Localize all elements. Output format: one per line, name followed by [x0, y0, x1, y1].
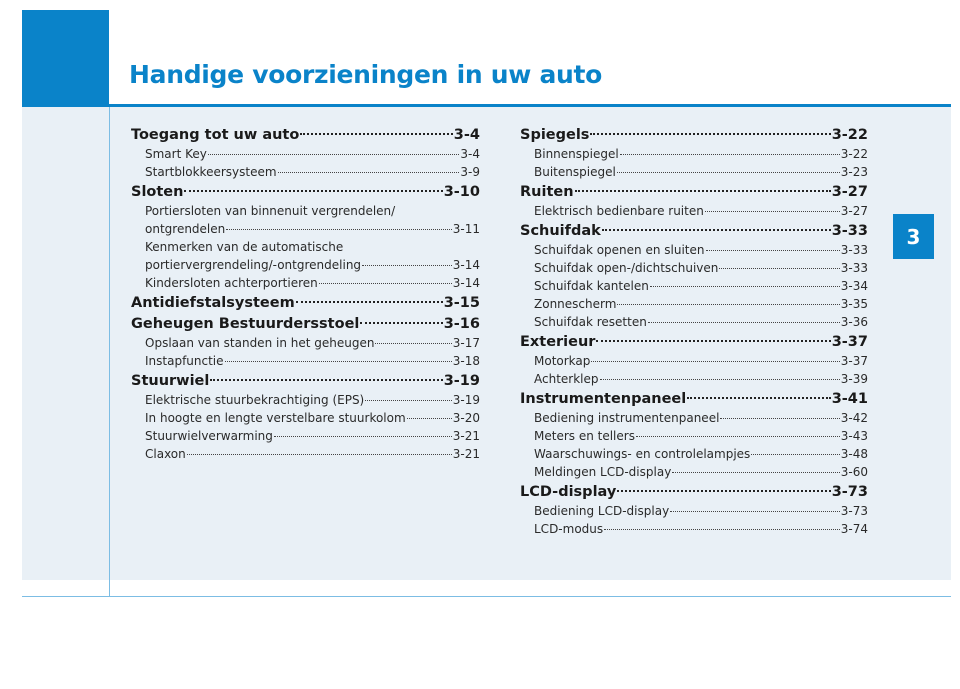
toc-leader [636, 436, 840, 437]
toc-label: Instrumentenpaneel [520, 391, 687, 407]
toc-item[interactable] [131, 163, 480, 181]
bottom-rule [22, 596, 951, 597]
toc-label: Bediening instrumentenpaneel [534, 411, 720, 425]
toc-page: 3-20 [452, 411, 480, 425]
toc-item[interactable] [131, 334, 480, 352]
toc-page: 3-43 [840, 429, 868, 443]
toc-page: 3-27 [840, 204, 868, 218]
toc-label: Opslaan van standen in het geheugen [145, 336, 375, 350]
toc-leader [672, 472, 839, 473]
toc-page: 3-21 [452, 429, 480, 443]
toc-label: Zonnescherm [534, 297, 617, 311]
toc-leader [650, 286, 840, 287]
toc-section[interactable] [131, 371, 480, 391]
toc-label: Exterieur [520, 334, 596, 350]
toc-page: 3-14 [452, 258, 480, 272]
toc-leader [706, 250, 840, 251]
toc-leader [225, 361, 452, 362]
toc-leader [360, 322, 442, 324]
toc-item[interactable] [520, 427, 868, 445]
toc-column-left [131, 124, 480, 463]
toc-label: Toegang tot uw auto [131, 127, 300, 143]
toc-label: Elektrisch bedienbare ruiten [534, 204, 704, 218]
toc-section[interactable] [520, 182, 868, 202]
toc-page: 3-37 [831, 334, 868, 350]
toc-leader [296, 301, 443, 303]
toc-leader [184, 190, 442, 192]
toc-item[interactable] [520, 259, 868, 277]
toc-leader [278, 172, 460, 173]
toc-item-line[interactable]: Kenmerken van de automatische [145, 240, 344, 254]
toc-label: Stuurwiel [131, 373, 210, 389]
toc-leader [407, 418, 452, 419]
toc-item[interactable] [131, 391, 480, 409]
toc-page: 3-18 [452, 354, 480, 368]
toc-label: Meters en tellers [534, 429, 635, 443]
toc-page: 3-27 [831, 184, 868, 200]
toc-item[interactable] [520, 313, 868, 331]
toc-label: Buitenspiegel [534, 165, 616, 179]
toc-page: 3-21 [452, 447, 480, 461]
toc-page: 3-37 [840, 354, 868, 368]
toc-label: Schuifdak kantelen [534, 279, 649, 293]
toc-leader [575, 190, 831, 192]
toc-section[interactable] [520, 221, 868, 241]
toc-page: 3-36 [840, 315, 868, 329]
toc-leader [617, 304, 839, 305]
toc-section[interactable] [520, 482, 868, 502]
toc-label: Bediening LCD-display [534, 504, 670, 518]
toc-page: 3-33 [840, 243, 868, 257]
toc-page: 3-60 [840, 465, 868, 479]
toc-page: 3-41 [831, 391, 868, 407]
toc-label: Schuifdak resetten [534, 315, 647, 329]
toc-item[interactable] [131, 409, 480, 427]
toc-page: 3-19 [452, 393, 480, 407]
toc-label: Smart Key [145, 147, 207, 161]
toc-page: 3-33 [840, 261, 868, 275]
toc-label: Binnenspiegel [534, 147, 619, 161]
toc-section[interactable] [520, 332, 868, 352]
toc-page: 3-14 [452, 276, 480, 290]
toc-page: 3-33 [831, 223, 868, 239]
toc-item-line[interactable]: Portiersloten van binnenuit vergrendelen/ [145, 204, 396, 218]
page-title: Handige voorzieningen in uw auto [129, 60, 603, 89]
toc-label: Schuifdak [520, 223, 601, 239]
toc-page: 3-17 [452, 336, 480, 350]
toc-page: 3-23 [840, 165, 868, 179]
toc-label: Geheugen Bestuurdersstoel [131, 316, 360, 332]
toc-section[interactable] [131, 314, 480, 334]
toc-item[interactable] [131, 145, 480, 163]
toc-label: Meldingen LCD-display [534, 465, 672, 479]
toc-leader [596, 340, 830, 342]
toc-item[interactable] [520, 352, 868, 370]
margin-divider [109, 107, 110, 597]
toc-page: 3-4 [460, 147, 480, 161]
toc-label: Schuifdak open-/dichtschuiven [534, 261, 719, 275]
toc-label: Startblokkeersysteem [145, 165, 277, 179]
toc-leader [300, 133, 452, 135]
toc-page: 3-15 [443, 295, 480, 311]
toc-label: In hoogte en lengte verstelbare stuurkolom [145, 411, 406, 425]
toc-section[interactable] [520, 389, 868, 409]
toc-item[interactable] [520, 409, 868, 427]
toc-label: Ruiten [520, 184, 574, 200]
toc-item[interactable] [520, 445, 868, 463]
toc-item[interactable] [131, 274, 480, 292]
toc-leader [226, 229, 452, 230]
toc-leader [591, 361, 839, 362]
toc-leader [319, 283, 452, 284]
toc-label: Claxon [145, 447, 186, 461]
toc-item[interactable] [520, 370, 868, 388]
toc-leader [687, 397, 830, 399]
toc-leader [208, 154, 460, 155]
toc-page: 3-4 [453, 127, 480, 143]
toc-leader [375, 343, 451, 344]
toc-label: Waarschuwings- en controlelampjes [534, 447, 751, 461]
toc-label: Antidiefstalsysteem [131, 295, 295, 311]
toc-item[interactable] [520, 520, 868, 538]
toc-label: Sloten [131, 184, 184, 200]
toc-item[interactable] [131, 220, 480, 238]
toc-item[interactable] [131, 427, 480, 445]
toc-leader [617, 490, 830, 492]
chapter-tab[interactable]: 3 [893, 214, 934, 259]
toc-section[interactable] [131, 182, 480, 202]
toc-page: 3-35 [840, 297, 868, 311]
toc-leader [670, 511, 840, 512]
toc-label: LCD-display [520, 484, 617, 500]
toc-page: 3-16 [443, 316, 480, 332]
toc-item[interactable] [520, 163, 868, 181]
toc-item[interactable] [131, 256, 480, 274]
toc-page: 3-22 [840, 147, 868, 161]
toc-label: Instapfunctie [145, 354, 224, 368]
toc-item[interactable] [520, 202, 868, 220]
toc-label: Stuurwielverwarming [145, 429, 273, 443]
toc-label: portiervergrendeling/-ontgrendeling [145, 258, 362, 272]
toc-page: 3-19 [443, 373, 480, 389]
toc-leader [590, 133, 830, 135]
toc-label: Schuifdak openen en sluiten [534, 243, 705, 257]
toc-label: Motorkap [534, 354, 591, 368]
toc-label: Spiegels [520, 127, 590, 143]
toc-leader [751, 454, 839, 455]
toc-item[interactable] [520, 295, 868, 313]
toc-page: 3-9 [460, 165, 480, 179]
header-band [109, 10, 951, 107]
toc-page: 3-73 [840, 504, 868, 518]
toc-leader [604, 529, 840, 530]
toc-leader [362, 265, 452, 266]
toc-item[interactable] [520, 277, 868, 295]
toc-leader [617, 172, 840, 173]
toc-item[interactable] [520, 145, 868, 163]
toc-page: 3-11 [452, 222, 480, 236]
toc-item[interactable] [520, 502, 868, 520]
toc-leader [602, 229, 831, 231]
toc-column-right [520, 124, 868, 538]
toc-leader [210, 379, 442, 381]
toc-section[interactable] [131, 293, 480, 313]
toc-leader [648, 322, 840, 323]
toc-page: 3-73 [831, 484, 868, 500]
toc-label: Elektrische stuurbekrachtiging (EPS) [145, 393, 365, 407]
toc-page: 3-48 [840, 447, 868, 461]
toc-leader [365, 400, 452, 401]
toc-page: 3-10 [443, 184, 480, 200]
toc-label: LCD-modus [534, 522, 604, 536]
toc-item[interactable] [520, 241, 868, 259]
toc-label: Achterklep [534, 372, 599, 386]
toc-page: 3-22 [831, 127, 868, 143]
toc-label: ontgrendelen [145, 222, 226, 236]
toc-leader [720, 418, 839, 419]
toc-leader [705, 211, 840, 212]
chapter-color-block [22, 10, 109, 107]
toc-page: 3-34 [840, 279, 868, 293]
toc-item[interactable] [131, 352, 480, 370]
toc-leader [719, 268, 839, 269]
toc-item[interactable] [520, 463, 868, 481]
toc-leader [600, 379, 840, 380]
toc-page: 3-42 [840, 411, 868, 425]
toc-page: 3-39 [840, 372, 868, 386]
toc-page: 3-74 [840, 522, 868, 536]
toc-label: Kindersloten achterportieren [145, 276, 318, 290]
toc-leader [187, 454, 452, 455]
toc-section[interactable] [520, 125, 868, 145]
toc-leader [274, 436, 452, 437]
toc-leader [620, 154, 840, 155]
toc-item[interactable] [131, 445, 480, 463]
toc-section[interactable] [131, 125, 480, 145]
